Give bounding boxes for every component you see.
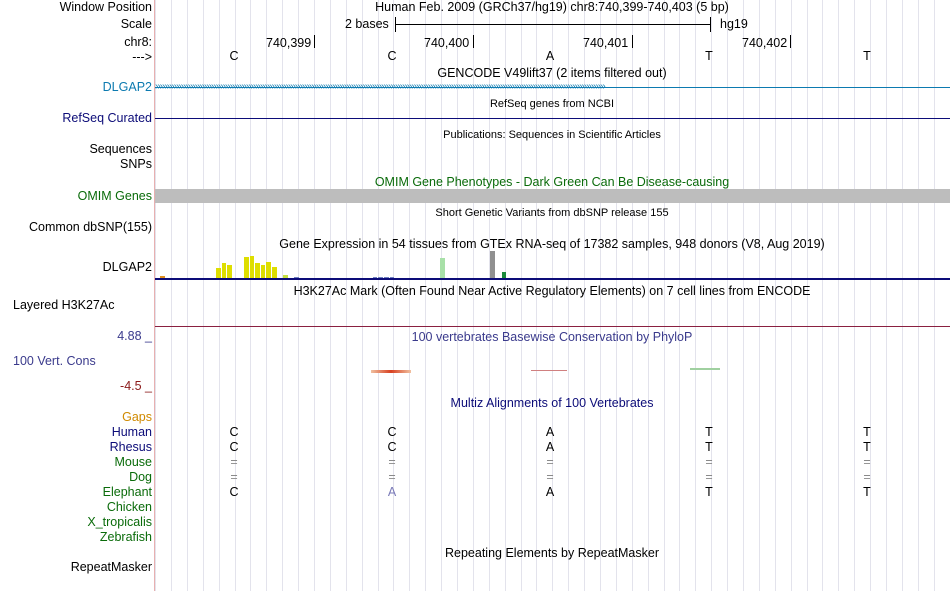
alignment-base-dog: = — [546, 470, 554, 484]
alignment-base-human: T — [705, 425, 713, 439]
position-tick-label: 740,399 — [266, 36, 312, 50]
alignment-base-mouse: = — [705, 455, 713, 469]
scale-bar-right-cap — [710, 17, 711, 32]
gtex-tissue-bar[interactable] — [261, 265, 266, 278]
species-label-chicken[interactable]: Chicken — [106, 500, 152, 514]
layered-h3k27ac-label[interactable]: Layered H3K27Ac — [13, 298, 115, 312]
phylop-signal-segment — [690, 368, 720, 370]
gtex-tissue-bar[interactable] — [272, 267, 277, 278]
alignment-base-human: C — [229, 425, 239, 439]
gencode-track-title: GENCODE V49lift37 (2 items filtered out) — [437, 66, 667, 80]
repeatmasker-track-title: Repeating Elements by RepeatMasker — [444, 546, 660, 560]
alignment-base-human: C — [387, 425, 397, 439]
omim-genes-label[interactable]: OMIM Genes — [77, 189, 152, 203]
alignment-base-mouse: = — [230, 455, 238, 469]
alignment-base-human: A — [545, 425, 555, 439]
chromosome-label: chr8: — [124, 35, 152, 49]
gtex-tissue-bar[interactable] — [266, 262, 271, 278]
gaps-label[interactable]: Gaps — [122, 410, 152, 424]
alignment-base-dog: = — [230, 470, 238, 484]
dbsnp-track-title: Short Genetic Variants from dbSNP release 155 — [435, 207, 669, 219]
scale-db-text: hg19 — [720, 17, 748, 31]
gtex-tissue-bar[interactable] — [490, 251, 495, 278]
reference-base: T — [863, 49, 871, 63]
species-label-dog[interactable]: Dog — [129, 470, 152, 484]
h3k27ac-signal-line — [155, 326, 950, 327]
position-tick-label: 740,402 — [742, 36, 788, 50]
phylop-signal-segment — [371, 370, 411, 373]
alignment-base-dog: = — [863, 470, 871, 484]
alignment-base-human: T — [863, 425, 871, 439]
scale-bar — [395, 24, 711, 25]
gtex-tissue-bar[interactable] — [227, 265, 232, 278]
phylop-track-title: 100 vertebrates Basewise Conservation by PhyloP — [411, 330, 693, 344]
track-labels-column — [0, 0, 155, 591]
species-label-human[interactable]: Human — [111, 425, 152, 439]
gtex-tissue-bar[interactable] — [250, 256, 255, 278]
species-label-zebrafish[interactable]: Zebrafish — [99, 530, 152, 544]
gtex-tissue-bar[interactable] — [440, 258, 445, 278]
alignment-base-elephant: T — [705, 485, 713, 499]
alignment-base-rhesus: C — [387, 440, 397, 454]
position-tick — [790, 35, 791, 48]
position-tick-label: 740,400 — [424, 36, 470, 50]
gtex-bar-graph[interactable] — [160, 250, 540, 278]
gtex-track-title: Gene Expression in 54 tissues from GTEx RNA-seq of 17382 samples, 948 donors (V8, Aug 2019) — [279, 237, 825, 251]
reference-base: A — [545, 49, 555, 63]
reference-base: C — [229, 49, 239, 63]
gencode-gene-line — [155, 87, 950, 88]
conservation-track-label[interactable]: 100 Vert. Cons — [13, 354, 96, 368]
species-label-mouse[interactable]: Mouse — [114, 455, 152, 469]
omim-track-title: OMIM Gene Phenotypes - Dark Green Can Be Disease-causing — [374, 175, 730, 189]
species-label-x-tropicalis[interactable]: X_tropicalis — [87, 515, 152, 529]
refseq-track-title: RefSeq genes from NCBI — [489, 98, 615, 110]
alignment-base-dog: = — [388, 470, 396, 484]
conservation-max-label: 4.88 _ — [117, 329, 152, 343]
scale-bar-left-cap — [395, 17, 396, 32]
sequences-label[interactable]: Sequences — [89, 142, 152, 156]
gtex-tissue-bar[interactable] — [244, 257, 249, 278]
alignment-base-mouse: = — [863, 455, 871, 469]
reference-base: T — [705, 49, 713, 63]
h3k27ac-track-title: H3K27Ac Mark (Often Found Near Active Regulatory Elements) on 7 cell lines from ENCODE — [293, 284, 811, 298]
reference-base: C — [387, 49, 397, 63]
position-tick — [473, 35, 474, 48]
gtex-gene-line — [155, 278, 950, 280]
alignment-base-elephant: A — [387, 485, 397, 499]
position-tick-label: 740,401 — [583, 36, 629, 50]
gtex-tissue-bar[interactable] — [216, 268, 221, 278]
position-tick — [314, 35, 315, 48]
repeatmasker-label[interactable]: RepeatMasker — [70, 560, 152, 574]
tracks-panel[interactable] — [155, 0, 950, 591]
alignment-base-rhesus: T — [863, 440, 871, 454]
position-tick — [632, 35, 633, 48]
omim-gene-bar[interactable] — [155, 189, 950, 203]
gtex-gene-label-dlgap2[interactable]: DLGAP2 — [102, 260, 152, 274]
refseq-gene-line[interactable] — [155, 118, 950, 119]
gencode-gene-label-dlgap2[interactable]: DLGAP2 — [102, 80, 152, 94]
conservation-min-label: -4.5 _ — [120, 379, 152, 393]
species-label-rhesus[interactable]: Rhesus — [109, 440, 152, 454]
phylop-signal-segment — [531, 370, 567, 371]
refseq-curated-label[interactable]: RefSeq Curated — [62, 111, 152, 125]
multiz-track-title: Multiz Alignments of 100 Vertebrates — [450, 396, 654, 410]
alignment-base-rhesus: A — [545, 440, 555, 454]
species-label-elephant[interactable]: Elephant — [102, 485, 152, 499]
gtex-tissue-bar[interactable] — [255, 263, 260, 278]
alignment-base-mouse: = — [546, 455, 554, 469]
alignment-base-rhesus: T — [705, 440, 713, 454]
alignment-base-dog: = — [705, 470, 713, 484]
alignment-base-elephant: T — [863, 485, 871, 499]
scale-bases-text: 2 bases — [345, 17, 389, 31]
assembly-position-text: Human Feb. 2009 (GRCh37/hg19) chr8:740,399-740,403 (5 bp) — [375, 0, 729, 14]
publications-track-title: Publications: Sequences in Scientific Articles — [443, 129, 661, 141]
gtex-tissue-bar[interactable] — [222, 263, 227, 278]
alignment-base-rhesus: C — [229, 440, 239, 454]
common-dbsnp-label[interactable]: Common dbSNP(155) — [29, 220, 152, 234]
alignment-base-mouse: = — [388, 455, 396, 469]
strand-label: ---> — [132, 50, 152, 64]
alignment-base-elephant: A — [545, 485, 555, 499]
snps-label[interactable]: SNPs — [120, 157, 152, 171]
window-position-label: Window Position — [59, 0, 152, 14]
alignment-base-elephant: C — [229, 485, 239, 499]
scale-label: Scale — [120, 17, 152, 31]
